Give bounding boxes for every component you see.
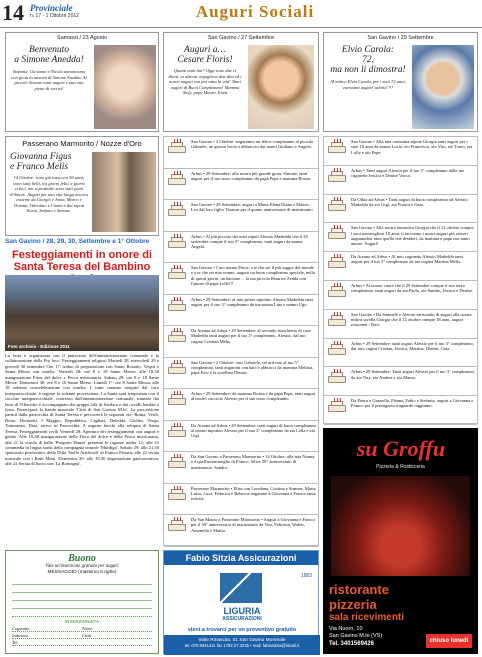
message-text: Da Arzana ad Arbus • 29 Settembre: al secondo maschietto di casa Madeddu tanti auguri per il tuo 3° compleanno, Alessio, dal tuo cugino Cristian Melis. bbox=[191, 328, 311, 344]
message-item bbox=[164, 421, 318, 453]
message-item bbox=[164, 232, 318, 264]
issue-date: n. 17 - 1 Ottobre 2012 bbox=[30, 13, 79, 19]
coupon-surname-label: Cognome bbox=[12, 626, 30, 631]
birthday-cake-icon bbox=[326, 168, 348, 182]
coupon-address-label: Indirizzo bbox=[12, 633, 29, 638]
birthday-cake-icon bbox=[166, 139, 188, 153]
message-text: Da Arzana ad Arbus • Al mio cuginetto Alessio Madeddu tanti auguri per il tuo 3° compleanno da tua cugina Martina Melis. bbox=[351, 254, 464, 265]
birthday-cake-icon bbox=[326, 197, 348, 211]
box-place-date: Samassi / 23 Agosto bbox=[56, 35, 108, 41]
message-item bbox=[324, 310, 477, 339]
message-text: Da San Mauro a Passerano Marmorito • Auguri a Giovanna e Franco per il 50° anniversario di matrimonio da Vito, Felicetta, Walter, Antonella e Mattia. bbox=[191, 517, 315, 533]
wedding-place: Passerano Marmorito / Nozze d'Oro bbox=[22, 139, 142, 148]
birthday-cake-icon bbox=[326, 225, 348, 239]
birthday-cake-icon bbox=[166, 202, 188, 216]
box-text: Quanti anni hai? Oggi sono due ci direti, tu alzerai orgoglioso due dita ed i nostri auguri son per tutta la vita! Tanti auguri di Buon Compleanno! Mamma Stefy, papy Mauro, Enea bbox=[168, 68, 242, 95]
box-title: Auguri a… Cesare Floris! bbox=[177, 45, 233, 65]
ad-line2: pizzeria bbox=[329, 597, 377, 612]
message-item bbox=[324, 137, 477, 166]
ad-fabio-sitzia bbox=[163, 550, 319, 654]
ad-name: su Groffu bbox=[356, 436, 446, 461]
message-item bbox=[324, 195, 477, 224]
message-item bbox=[164, 326, 318, 358]
message-item bbox=[164, 263, 318, 295]
birthday-cake-icon bbox=[326, 398, 348, 412]
wedding-text: 14 Ottobre: sono già trascorsi 50 anni; sono stati belli, tra giorni felici e giorni critici, ma soprattutto sono stati pieni d'Amore. Auguri per una vita lunga ancora insieme da Giorgio e Anna, Marco e Viviana, Valentino e Cinzia e dai nipoti Ilaria, Stefano e Simone. bbox=[10, 175, 88, 213]
message-item bbox=[324, 281, 477, 310]
message-item bbox=[324, 252, 477, 281]
message-item bbox=[324, 339, 477, 368]
coupon-sender-label: INSERZIONISTA bbox=[64, 619, 100, 624]
box-title: Benvenuto a Simone Anedda! bbox=[14, 45, 84, 65]
message-text: Da San Gavino a Passerano Marmorito • 14 Ottobre: alla mia Nonna e a quell'intramuoglio di Franco, felice 50° anniversario di matrimonio, Sandro. bbox=[191, 454, 315, 470]
header-rule bbox=[0, 27, 482, 28]
festa-photo bbox=[5, 275, 159, 351]
birthday-cake-icon bbox=[166, 234, 188, 248]
message-text: San Gavino • Alla mia carissima nipote Giorgia tanti auguri per i suoi 18 anni da nonna Lucia, zio Francesco, zio Vito, zio Tonio, zia Lolly e zio Pepe. bbox=[351, 139, 473, 155]
box-place-date: San Gavino / 29 Settembre bbox=[367, 35, 434, 41]
birthday-cake-icon bbox=[166, 328, 188, 342]
message-text: Arbus • Al più piccolo dei miei nipoti Alessio Madeddu che il 29 settembre compie il suo 3° compleanno, tanti auguri da nonna Angela. bbox=[191, 233, 308, 250]
ad-contacts: tel. 070.9341411 fax 1782.27.3235 • mail: fabiositzia@tiscali.it bbox=[184, 643, 300, 648]
birthday-cake-icon bbox=[166, 454, 188, 468]
message-text: Arbus • 29 Settembre: da mamma Rosita e da papà Pepe, tanti auguri al nostro cucciolo Alessio per il suo terzo compleanno. bbox=[191, 391, 316, 402]
box-birth bbox=[5, 32, 159, 132]
festa-dateline: San Gavino / 28, 29, 30, Settembre e 1° Ottobre bbox=[5, 238, 150, 245]
message-text: San Gavino • 2 Ottobre: caro Gabriele, sei arrivato al tuo 5° compleanno, tanti auguroni con baci e abbracci da mamma Melissa, papà Ezio e la sorellina Denise. bbox=[191, 359, 314, 376]
message-text: San Gavino • Da Samuele e Alessio un mondo di auguri alla nostra mitica sorella Giorgia che il 12 ottobre compie 18 anni, auguri rossoneri / Baci. bbox=[351, 311, 472, 328]
birthday-cake-icon bbox=[166, 517, 188, 531]
box-text: Stefania, Giovanni e Nicola annunciano con gioia la nascita di Simone Anedda. Al piccolo Simone tanti auguri e una vita piena di sorrisi! bbox=[11, 69, 87, 91]
ad-address: Viale Rinascita, 51 San Gavino Monreale bbox=[198, 638, 286, 643]
coupon-name-label: Nome bbox=[82, 626, 93, 631]
birthday-cake-icon bbox=[326, 341, 348, 355]
birthday-cake-icon bbox=[326, 369, 348, 383]
section-title: Auguri Sociali bbox=[195, 2, 315, 21]
coupon-phone-label: Tel. bbox=[12, 640, 152, 646]
coupon-form bbox=[5, 550, 159, 654]
birthday-cake-icon bbox=[166, 171, 188, 185]
box-title: Elvio Carola: 72, ma non li dimostra! bbox=[330, 45, 406, 75]
message-text: Arbus • 29 Settembre: Tanti auguri Alessio per il tuo 3° compleanno, da zia Tizy, zio Andrea e zio Mauro. bbox=[351, 369, 475, 380]
ad-address: Via Nuoro, 10 bbox=[329, 626, 363, 632]
messages-column-right bbox=[323, 136, 478, 424]
photo-caption: Foto archivio - Edizione 2011 bbox=[8, 344, 70, 349]
festa-title: Festeggiamenti in onore di Santa Teresa del Bambino bbox=[12, 249, 152, 273]
liguria-logo-icon bbox=[220, 573, 262, 603]
message-item bbox=[164, 169, 318, 201]
message-item bbox=[164, 358, 318, 390]
message-text: Arbus • 29 Settembre: al mio primo nipotino Alessio Madeddu tanti auguri per il suo 3° compleanno da tua nonna Lina e nonno Ugo. bbox=[191, 296, 314, 307]
message-text: San Gavino • Alla nostra fantastica Giorgia che il 12 ottobre compie i suoi meravigliosi 18 anni, ti facciamo i nostri auguri più sinceri augurandoti tutto quello che desideri, da mamma e papà con tanto amore. Auguri! bbox=[351, 225, 474, 247]
box-wedding bbox=[5, 136, 159, 236]
message-text: Passerano Marmorito • Elisa con Loredana, Cristina e Simone, Maria Luisa, Luca, Federica e Rebecca augurano a Giovanna e Franco tanta felicità. bbox=[191, 485, 316, 502]
page-header bbox=[0, 0, 482, 26]
birthday-cake-icon bbox=[326, 254, 348, 268]
ad-brand-sub: ASSICURAZIONI bbox=[222, 616, 262, 622]
wedding-title: Giovanna Figus e Franco Melis bbox=[10, 152, 72, 172]
birthday-cake-icon bbox=[326, 139, 348, 153]
message-text: Da Olbia ad Arbus • Tanti auguri di buon compleanno ad Alessio Madeddu da zio Gigi, zia Franca e Gaia. bbox=[351, 196, 468, 207]
box-elvio bbox=[323, 32, 478, 132]
festa-body: La festa è organizzata con il patrocinio dell'amministrazione comunale e la collaborazione della Pro loco. Festeggiamenti religiosi Martedì 28, mercoledì 29 e giovedì 30 settembre Ore 17: triduo di preparazione con Santo Rosario, Vespri e Santa Messa con omelia. Venerdì 28: ore 8 e 18 Sante Messe; alle 18,30 inaugurazione Fiera del dolce e Pesca missionaria. Sabato 29: ore 8 e 18 Sante Messe. Domenica 30: ore 8 e 10 Sante Messe. Lunedì 1°: ore 8 Santa Messa, alle 18 solenne concelebrazione con omelia. I canti saranno eseguiti dal coro interparrocchiale, a seguire la solenne processione. La Santa sarà trasportata con il cocchio interparrocchiale, concesso dall'amministrazione comunale, trainato dai buoi di Villacidro e accompagnato dai gruppi folk di Sardara e dai cavalli bardati a festa. Parteciperà la banda musicale 'Città di San Gavino M.le'. La processione partirà dalla parrocchia di Santa Teresa e percorrerà le seguenti vie: Roma, Verdi, Boito, Donizetti, I Maggio, Repubblica, Cagliari, Deledda, Giolitti, Verga, Tommaseo, Diaz, arrivo in Parrocchia. A seguire fuochi alla reliquia di Santa Teresa. Festeggiamenti civili Venerdì 28: Apertura dei festeggiamenti con auguri e gelato. Alle 18,30 inaugurazione della Fiera del dolce e della Pesca missionaria, alle 21 la scuola di ballo 'Progetto Danza' presenta le ragazze under 12; alle 22 commedia in lingua sarda della compagnia teatrale 'Murdiga'. Sabato 29: alle 21,30 spettacolo pirotecnico della Ditta 'Stelle Artificiali' di Franco Pirastu; alle 22 serata musicale con i Ratti Metti. Domenica 30: alle 19,30 degustazione gastronomica; alle 22 Serata di liscio con 'La Romagna'. bbox=[5, 353, 159, 467]
birthday-cake-icon bbox=[166, 423, 188, 437]
message-text: Arbus • 29 Settembre: tanti auguri Alessio per il tuo 3° compleanno, dai tuoi cugini Cristian, Jessica, Martina, Denise, Gaia. bbox=[351, 340, 474, 351]
message-item bbox=[324, 166, 477, 195]
message-item bbox=[164, 295, 318, 327]
birthday-cake-icon bbox=[166, 486, 188, 500]
birthday-cake-icon bbox=[166, 360, 188, 374]
restaurant-photo bbox=[331, 476, 470, 576]
message-text: San Gavino • 2 Ottobre: auguriamo un felice compleanno al piccolo Gabriele, un grosso bacio e abbraccio dai nonni Giuliano e Angela. bbox=[191, 139, 314, 150]
coupon-city-label: Città bbox=[82, 633, 92, 638]
message-text: Arbus • Al nostro cuore che il 29 Settembre compie il suo terzo compleanno, tanti auguri da zia Paola, zio Sandro, Jessica e Denise. bbox=[351, 283, 473, 294]
ad-title: Fabio Sitzia Assicurazioni bbox=[164, 551, 318, 565]
box-place-date: San Gavino / 27 Settembre bbox=[207, 35, 275, 41]
message-text: San Gavino • Caro nonno Pesce, a te che sei il più saggio del mondo e a te che sei mio nonno, auguro un buon compleanno speciale, nella di questi giorni, un bacione… la tua piccola Beatrice Zedda con l'amore di papà Lelle!!! bbox=[191, 265, 315, 286]
message-item bbox=[164, 452, 318, 484]
birthday-cake-icon bbox=[166, 391, 188, 405]
message-item bbox=[164, 200, 318, 232]
message-item bbox=[164, 389, 318, 421]
box-cesare bbox=[163, 32, 319, 132]
message-item bbox=[164, 484, 318, 516]
birthday-cake-icon bbox=[326, 283, 348, 297]
ad-tagline: vieni a trovarci per un preventivo gratuito bbox=[187, 627, 297, 633]
coupon-title: Buono bbox=[68, 553, 96, 564]
couple-photo bbox=[92, 152, 156, 232]
message-item bbox=[164, 137, 318, 169]
message-item bbox=[324, 367, 477, 396]
message-text: Arbus • Tanti auguri Alessio per il tuo 3° compleanno dalle tue cuginette Jessica e Denise Vacca. bbox=[351, 167, 465, 179]
birthday-cake-icon bbox=[166, 297, 188, 311]
coupon-message-lines[interactable] bbox=[12, 577, 152, 617]
brand-logo: Provinciale bbox=[30, 3, 73, 13]
ad-su-groffu bbox=[323, 428, 478, 654]
ad-year: 1883 bbox=[300, 573, 312, 579]
ad-line1: ristorante bbox=[329, 582, 389, 597]
messages-column-left bbox=[163, 136, 319, 546]
ad-phone: Tel. 3401569426 bbox=[329, 641, 374, 647]
birthday-cake-icon bbox=[326, 312, 348, 326]
ad-city: San Gavino M.le (VS) bbox=[329, 633, 383, 639]
message-text: Da Pietro e Graziella, Fleana, Fabio e Stefania, auguri a Giovanna e Franco per il prestigioso traguardo raggiunto. bbox=[351, 398, 474, 409]
baby-photo bbox=[94, 45, 156, 129]
box-text: Al mitico Elvio Carola, per i suoi 72 anni, carissimi auguri 'atletici'!!! bbox=[330, 79, 406, 90]
ad-brand: LIGURIA bbox=[223, 606, 261, 616]
message-item bbox=[164, 515, 318, 547]
coupon-subtitle: Vale un'inserzione gratuita per auguri bbox=[45, 564, 119, 569]
birthday-cake-icon bbox=[166, 265, 188, 279]
message-item bbox=[324, 396, 477, 425]
closed-badge: chiuso lunedì bbox=[426, 634, 472, 648]
ad-footer bbox=[164, 635, 320, 655]
ad-line3: sala ricevimenti bbox=[329, 612, 405, 623]
coupon-message-label: MESSAGGIO (massimo 5 righe) bbox=[47, 570, 117, 575]
message-item bbox=[324, 223, 477, 252]
child-photo bbox=[248, 45, 314, 129]
message-text: Da Arzana ad Arbus • 29 Settembre: tanti auguri di buon compleanno al nostro nipotino Alessio per il suo 3° compleanno da zia Lella e zio Gigi. bbox=[191, 422, 316, 439]
page-number: 14 bbox=[2, 0, 24, 25]
message-text: Arbus • 29 Settembre: alla nostra più grande gioia, Simone, tanti auguri per il suo terzo compleanno da papà Pepe e mamma Rosita. bbox=[191, 170, 311, 181]
message-text: San Gavino • 29 Settembre: auguri a Maria Elena Diana e Matteo Leo dal loro figlio Thomas per il quinto anniversario di matrimonio. bbox=[191, 202, 314, 213]
man-photo bbox=[412, 45, 474, 129]
ad-sub: Pizzeria & Rosticceria bbox=[376, 464, 425, 470]
